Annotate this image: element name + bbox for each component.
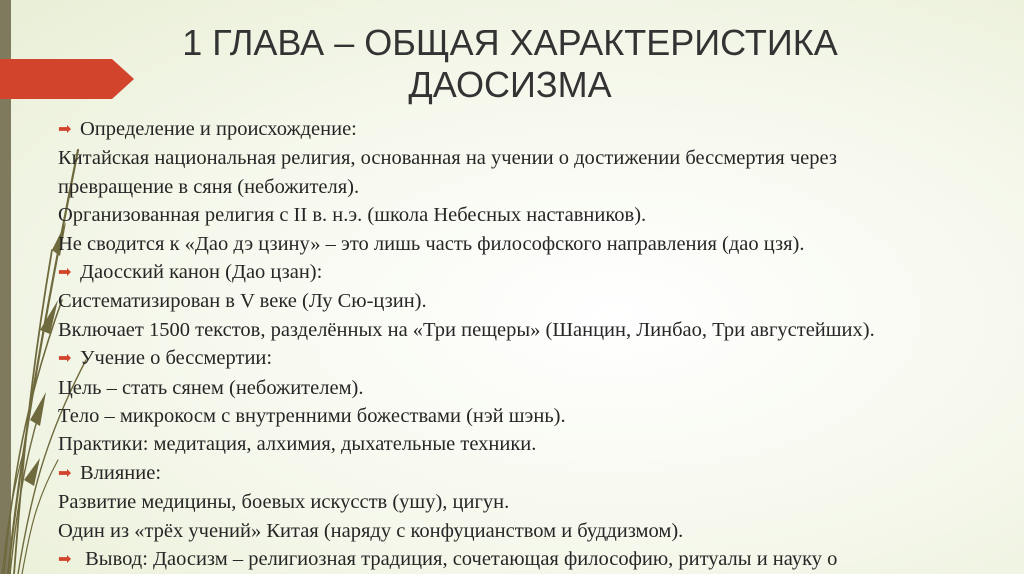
text-line: Практики: медитация, алхимия, дыхательные техники. [58, 433, 537, 456]
text-line: Организованная религия с II в. н.э. (школа Небесных наставников). [58, 204, 647, 227]
bullet-text: Учение о бессмертии: [80, 347, 273, 370]
text-line: Включает 1500 текстов, разделённых на «Три пещеры» (Шанцин, Линбао, Три августейших). [58, 318, 875, 341]
text-line: Цель – стать сянем (небожителем). [58, 376, 364, 399]
bullet-item [58, 115, 1018, 144]
bullet-text: Вывод: Даосизм – религиозная традиция, сочетающая философию, ритуалы и науку о [80, 548, 838, 571]
title-line: ДАОСИЗМА [408, 64, 612, 105]
bullet-text: Даосский канон (Дао цзан): [80, 261, 323, 284]
text-line: Один из «трёх учений» Китая (наряду с конфуцианством и буддизмом). [58, 519, 684, 542]
bullet-item [58, 459, 1018, 488]
page-title [150, 22, 870, 106]
text-line: Систематизирован в V веке (Лу Сю-цзин). [58, 290, 427, 313]
slide-content [58, 115, 1018, 574]
arrow-right-icon: ➡ [58, 264, 72, 282]
arrow-right-icon: ➡ [58, 350, 72, 368]
bullet-text: Влияние: [80, 461, 162, 484]
bullet-item [58, 258, 1018, 287]
title-line: 1 ГЛАВА – ОБЩАЯ ХАРАКТЕРИСТИКА [182, 22, 838, 63]
text-line: превращение в сяня (небожителя). [58, 175, 360, 198]
text-line: Китайская национальная религия, основанная на учении о достижении бессмертия через [58, 147, 837, 170]
bullet-text: Определение и происхождение: [80, 118, 357, 140]
text-line: Не сводится к «Дао дэ цзину» – это лишь часть философского направления (дао цзя). [58, 232, 805, 255]
title-arrow-icon [0, 59, 134, 99]
arrow-right-icon: ➡ [58, 121, 72, 138]
bullet-item [58, 545, 1018, 574]
text-line: Тело – микрокосм с внутренними божествами (нэй шэнь). [58, 405, 566, 428]
bullet-item [58, 344, 1018, 373]
text-line: Развитие медицины, боевых искусств (ушу), цигун. [58, 491, 510, 514]
arrow-right-icon: ➡ [58, 551, 72, 569]
arrow-right-icon: ➡ [58, 464, 72, 482]
